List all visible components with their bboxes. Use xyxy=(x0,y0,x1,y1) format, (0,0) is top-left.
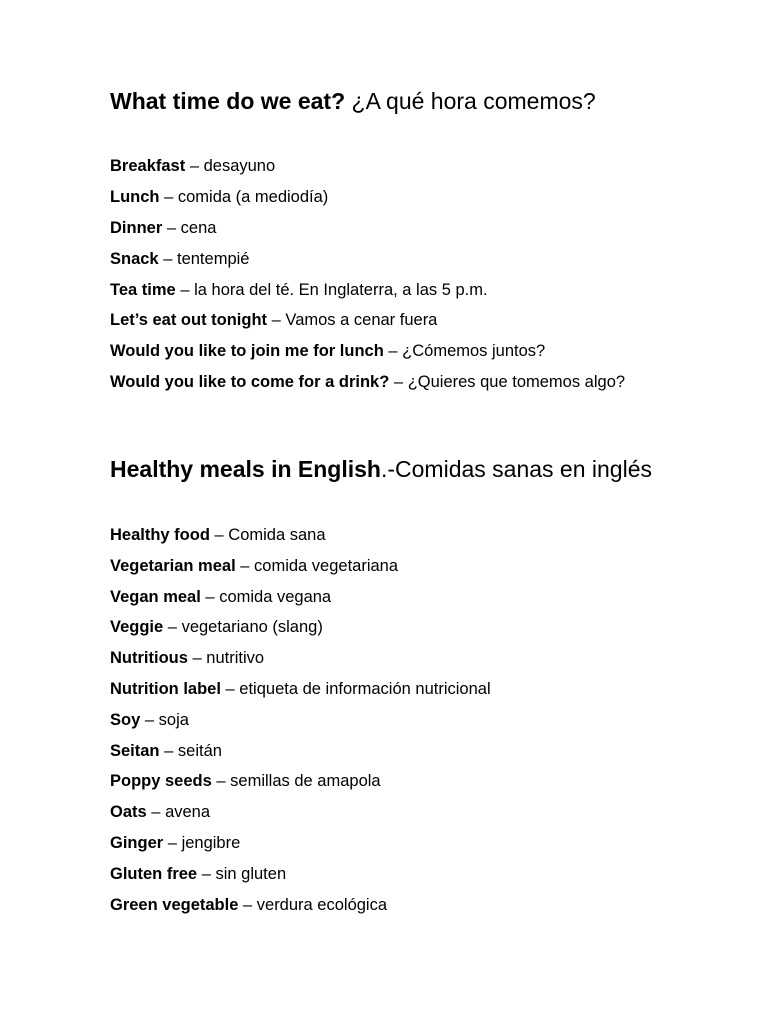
vocab-entry-ginger xyxy=(110,833,658,853)
vocab-entry-nutritious xyxy=(110,648,658,668)
term-spanish: desayuno xyxy=(203,157,276,175)
term-english: Snack xyxy=(110,249,159,268)
term-spanish: seitán xyxy=(177,741,222,760)
term-spanish: semillas de amapola xyxy=(230,772,381,791)
vocab-entry-eat-out xyxy=(110,310,658,330)
section-title-meal-times xyxy=(110,86,658,116)
separator: – xyxy=(166,218,177,237)
term-spanish: comida vegetariana xyxy=(254,556,399,575)
separator: – xyxy=(214,526,224,544)
vocab-entry-dinner xyxy=(110,218,658,238)
separator: – xyxy=(164,187,174,206)
term-spanish: sin gluten xyxy=(215,864,287,883)
section-title-spanish: .-Comidas sanas en inglés xyxy=(380,456,652,482)
term-spanish: etiqueta de información nutricional xyxy=(239,679,491,698)
term-english: Veggie xyxy=(110,618,164,637)
term-english: Gluten free xyxy=(110,864,198,883)
vocab-entry-drink xyxy=(110,372,658,392)
separator: – xyxy=(180,280,190,299)
term-spanish: vegetariano (slang) xyxy=(181,618,323,637)
term-english: Nutrition label xyxy=(110,679,221,698)
vocab-entry-gluten-free xyxy=(110,864,658,884)
term-english: Vegan meal xyxy=(110,587,201,606)
term-english: Breakfast xyxy=(110,157,186,175)
vocab-entry-seitan xyxy=(110,741,658,761)
term-english: Let’s eat out tonight xyxy=(110,311,268,330)
term-english: Ginger xyxy=(110,833,164,852)
separator: – xyxy=(164,741,174,760)
term-english: Oats xyxy=(110,803,147,822)
term-english: Would you like to come for a drink? xyxy=(110,373,390,392)
term-spanish: jengibre xyxy=(181,833,241,852)
vocab-entry-green-vegetable xyxy=(110,895,658,915)
healthy-meals-vocabulary-list xyxy=(110,525,658,925)
term-english: Vegetarian meal xyxy=(110,556,236,575)
separator: – xyxy=(271,311,281,330)
vocab-entry-join-lunch xyxy=(110,341,658,361)
term-spanish: Vamos a cenar fuera xyxy=(285,311,438,330)
separator: – xyxy=(393,373,404,392)
term-spanish: la hora del té. En Inglaterra, a las 5 p.m. xyxy=(194,280,488,299)
vocab-entry-veggie xyxy=(110,617,658,637)
term-spanish: tentempié xyxy=(177,249,250,268)
term-spanish: nutritivo xyxy=(206,649,265,668)
term-english: Lunch xyxy=(110,187,160,206)
term-english: Healthy food xyxy=(110,526,210,544)
vocab-entry-lunch xyxy=(110,187,658,207)
vocab-entry-breakfast xyxy=(110,156,658,176)
term-spanish: cena xyxy=(180,218,217,237)
term-english: Soy xyxy=(110,710,141,729)
separator: – xyxy=(151,803,161,822)
separator: – xyxy=(167,833,177,852)
term-spanish: verdura ecológica xyxy=(256,895,388,914)
vocab-entry-poppy-seeds xyxy=(110,771,658,791)
vocab-entry-healthy-food xyxy=(110,525,658,545)
separator: – xyxy=(216,772,226,791)
term-english: Dinner xyxy=(110,218,163,237)
term-english: Green vegetable xyxy=(110,895,239,914)
vocab-entry-oats xyxy=(110,802,658,822)
section-title-english: Healthy meals in English xyxy=(110,456,381,482)
separator: – xyxy=(242,895,253,914)
term-spanish: ¿Cómemos juntos? xyxy=(402,342,546,361)
separator: – xyxy=(205,587,215,606)
term-english: Poppy seeds xyxy=(110,772,212,791)
separator: – xyxy=(201,864,211,883)
vocab-entry-snack xyxy=(110,249,658,269)
separator: – xyxy=(225,679,235,698)
vocab-entry-soy xyxy=(110,710,658,730)
separator: – xyxy=(163,249,173,268)
separator: – xyxy=(144,710,155,729)
term-english: Seitan xyxy=(110,741,160,760)
term-spanish: avena xyxy=(165,803,211,822)
term-spanish: soja xyxy=(158,710,189,729)
term-english: Tea time xyxy=(110,280,176,299)
meal-times-vocabulary-list xyxy=(110,156,658,403)
term-english: Would you like to join me for lunch xyxy=(110,342,384,361)
separator: – xyxy=(192,649,202,668)
vocab-entry-tea-time xyxy=(110,280,658,300)
separator: – xyxy=(189,157,199,175)
vocab-entry-nutrition-label xyxy=(110,679,658,699)
term-english: Nutritious xyxy=(110,649,188,668)
separator: – xyxy=(388,342,398,361)
vocab-entry-vegetarian-meal xyxy=(110,556,658,576)
separator: – xyxy=(167,618,177,637)
section-title-spanish: ¿A qué hora comemos? xyxy=(351,88,596,114)
section-title-healthy-meals xyxy=(110,454,658,484)
section-title-english: What time do we eat? xyxy=(110,88,346,114)
separator: – xyxy=(240,556,250,575)
term-spanish: ¿Quieres que tomemos algo? xyxy=(407,373,626,392)
term-spanish: comida vegana xyxy=(219,587,332,606)
term-spanish: Comida sana xyxy=(228,526,326,544)
term-spanish: comida (a mediodía) xyxy=(177,187,329,206)
vocab-entry-vegan-meal xyxy=(110,587,658,607)
